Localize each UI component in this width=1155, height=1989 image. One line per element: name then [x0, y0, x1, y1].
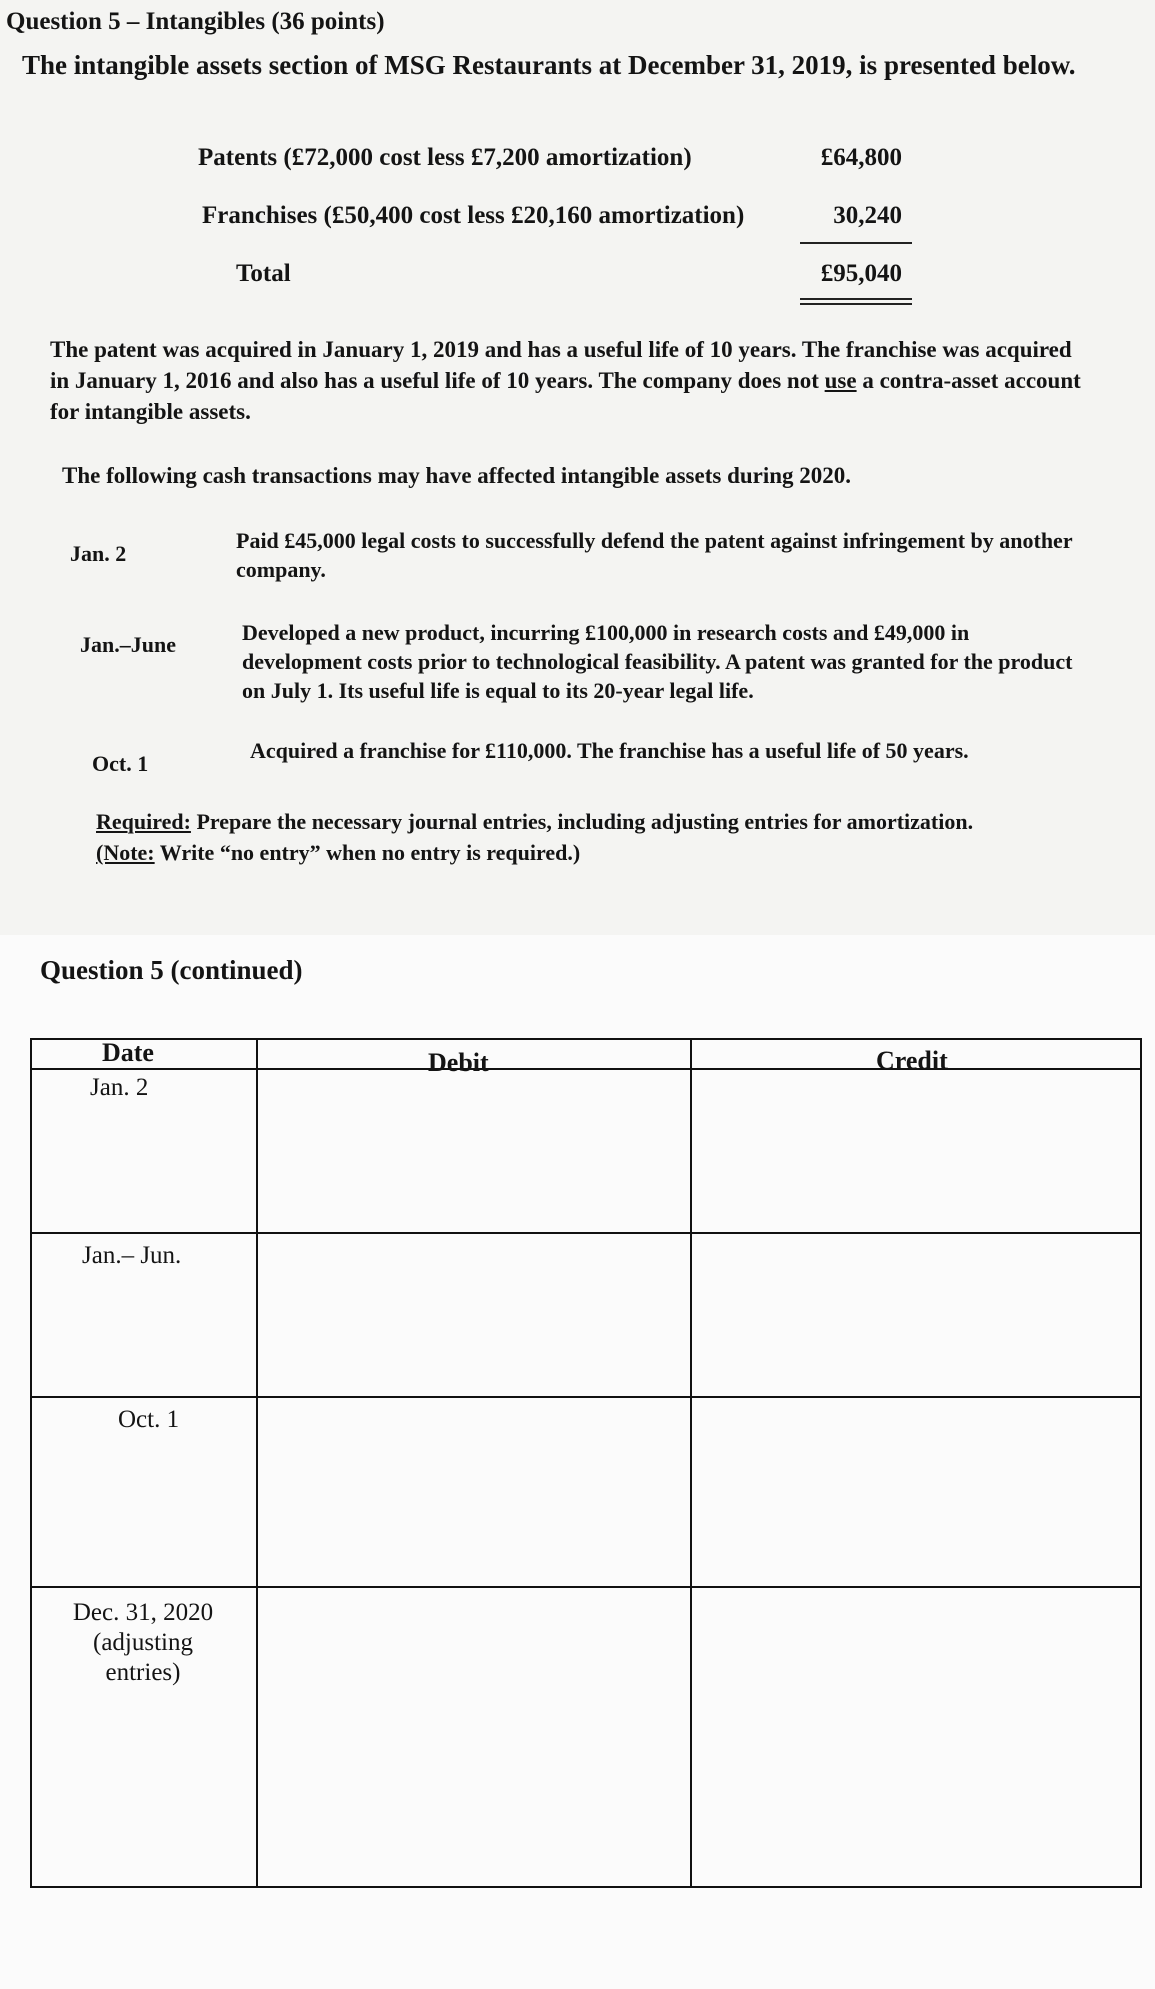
txn-date-jan2: Jan. 2	[70, 541, 127, 566]
subtotal-rule	[800, 242, 912, 244]
franchises-label: Franchises (£50,400 cost less £20,160 amortization)	[202, 202, 745, 229]
dec31-line-3: entries)	[105, 1659, 181, 1686]
row-date-jan-jun: Jan.– Jun.	[82, 1242, 182, 1269]
table-border-bottom	[30, 1886, 1142, 1888]
journal-entry-table	[30, 1038, 1142, 1888]
table-border-left	[30, 1038, 32, 1888]
table-border-top	[30, 1038, 1142, 1040]
header-debit: Debit	[428, 1048, 489, 1077]
question-title: Question 5 – Intangibles (36 points)	[6, 8, 385, 35]
txn-desc-jan-june: Developed a new product, incurring £100,000 in research costs and £49,000 in development costs prior to technological feasibility. A patent was granted for the product on July 1. Its useful life is equal to its 20-year legal life.	[242, 620, 1073, 703]
acquisition-use-word: use	[824, 368, 857, 393]
total-amount: £95,040	[820, 260, 902, 287]
txn-date-jan-june: Jan.–June	[80, 632, 176, 657]
patents-label: Patents (£72,000 cost less £7,200 amortization)	[198, 144, 692, 171]
continued-title: Question 5 (continued)	[40, 955, 303, 985]
debit-cell-jan2[interactable]	[258, 1070, 690, 1232]
header-date: Date	[102, 1038, 154, 1067]
credit-cell-oct1[interactable]	[692, 1398, 1140, 1586]
txn-desc-oct1: Acquired a franchise for £110,000. The franchise has a useful life of 50 years.	[250, 738, 969, 763]
required-instructions	[96, 806, 1096, 868]
debit-cell-dec31[interactable]	[258, 1588, 690, 1886]
total-double-rule-bottom	[800, 303, 912, 305]
dec31-line-1: Dec. 31, 2020	[72, 1599, 214, 1626]
required-label: Required:	[96, 809, 191, 834]
header-credit: Credit	[876, 1046, 948, 1075]
credit-cell-dec31[interactable]	[692, 1588, 1140, 1886]
total-double-rule-top	[800, 298, 912, 300]
transactions-intro: The following cash transactions may have affected intangible assets during 2020.	[62, 463, 852, 488]
table-border-right	[1140, 1038, 1142, 1888]
credit-cell-jan-jun[interactable]	[692, 1234, 1140, 1396]
question-intro: The intangible assets section of MSG Restaurants at December 31, 2019, is presented below.	[22, 50, 1076, 80]
note-label: (Note:	[96, 840, 155, 865]
debit-cell-jan-jun[interactable]	[258, 1234, 690, 1396]
debit-cell-oct1[interactable]	[258, 1398, 690, 1586]
acquisition-tail: a contra-asset account for intangible assets.	[50, 368, 1081, 424]
credit-cell-jan2[interactable]	[692, 1070, 1140, 1232]
txn-date-oct1: Oct. 1	[92, 751, 149, 776]
row-date-dec31	[30, 1598, 256, 1688]
acquisition-text: The patent was acquired in January 1, 2019 and has a useful life of 10 years. The franchise was acquired in January 1, 2016 and also has a useful life of 10 years. The company does not	[50, 337, 1072, 393]
patents-amount: £64,800	[820, 144, 902, 171]
row-date-jan2: Jan. 2	[90, 1074, 149, 1101]
dec31-line-2: (adjusting	[93, 1629, 193, 1656]
row-date-oct1: Oct. 1	[118, 1406, 180, 1433]
total-label: Total	[236, 260, 291, 287]
note-text: Write “no entry” when no entry is required.)	[154, 840, 581, 865]
txn-desc-jan2: Paid £45,000 legal costs to successfully defend the patent against infringement by another company.	[236, 528, 1073, 582]
acquisition-paragraph	[50, 334, 1090, 427]
franchises-amount: 30,240	[833, 202, 902, 229]
required-text: Prepare the necessary journal entries, including adjusting entries for amortization.	[190, 809, 974, 834]
